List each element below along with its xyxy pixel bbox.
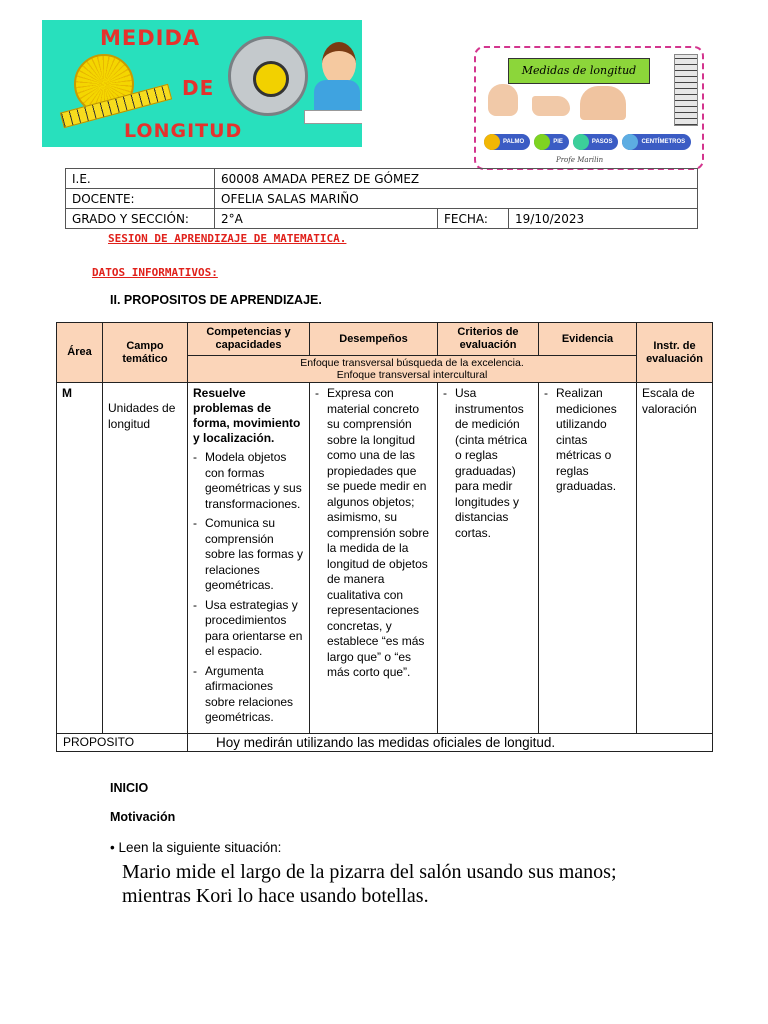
campo-cell: Unidades de longitud: [103, 383, 188, 734]
info-row-ie: [66, 169, 698, 189]
tape-measure-icon: [228, 36, 308, 116]
learning-purposes-table: [56, 322, 713, 752]
bullet-dot-icon: •: [110, 840, 119, 855]
evidencia-list: [544, 386, 631, 495]
info-row-grado: [66, 209, 698, 229]
list-item: - Usa instrumentos de medición (cinta métrica o reglas graduadas) para medir longitudes y distancias cortas.: [455, 386, 533, 541]
criterio-cell: [438, 383, 539, 734]
propositos-heading: II. PROPOSITOS DE APRENDIZAJE.: [110, 293, 322, 307]
chip-dot: [573, 134, 589, 150]
evidencia-cell: [539, 383, 637, 734]
info-table: [65, 168, 698, 229]
grado-label: GRADO Y SECCIÓN:: [66, 209, 215, 229]
chip-dot: [484, 134, 500, 150]
capacidades-list: [193, 450, 304, 726]
desempeno-cell: [310, 383, 438, 734]
story-text: [122, 860, 617, 908]
chip-pie: [534, 134, 569, 150]
table-row: [57, 383, 713, 734]
title-banner: [42, 20, 362, 147]
chip-pasos: [573, 134, 619, 150]
datos-heading: DATOS INFORMATIVOS:: [92, 266, 218, 279]
area-cell: M: [57, 383, 103, 734]
chip-dot: [622, 134, 638, 150]
grado-value: 2°A: [215, 209, 438, 229]
list-item: - Modela objetos con formas geométricas y sus transformaciones.: [205, 450, 304, 512]
chip-label: PIE: [553, 139, 563, 145]
ie-label: I.E.: [66, 169, 215, 189]
enfoque-excelencia: Enfoque transversal búsqueda de la excelencia.: [300, 357, 524, 369]
enfoque-intercultural: Enfoque transversal intercultural: [336, 369, 488, 381]
banner-word-de: DE: [182, 76, 215, 100]
instrumento-cell: Escala de valoración: [637, 383, 713, 734]
chip-label: PASOS: [591, 139, 613, 145]
fecha-label: FECHA:: [438, 209, 509, 229]
banner-credit: Profe Marilin: [556, 156, 604, 164]
story-line: mientras Kori lo hace usando botellas.: [122, 885, 429, 907]
criterio-list: [443, 386, 533, 541]
banner-word-longitud: LONGITUD: [124, 120, 243, 142]
header-evidencia: Evidencia: [539, 323, 637, 356]
chip-centimetros: [622, 134, 691, 150]
session-title: SESION DE APRENDIZAJE DE MATEMATICA.: [108, 232, 347, 245]
header-desempenos: Desempeños: [310, 323, 438, 356]
header-competencias: Competencias y capacidades: [188, 323, 310, 356]
proposito-row: [57, 733, 713, 751]
proposito-label: PROPOSITO: [57, 733, 188, 751]
docente-value: OFELIA SALAS MARIÑO: [215, 189, 698, 209]
child-head-illustration: [322, 42, 356, 85]
chip-palmo: [484, 134, 530, 150]
enfoque-cell: [188, 356, 637, 383]
list-item: - Argumenta afirmaciones sobre relaciones geométricas.: [205, 664, 304, 726]
competencias-cell: [188, 383, 310, 734]
situation-bullet: [110, 840, 281, 855]
chip-dot: [534, 134, 550, 150]
desempeno-list: [315, 386, 432, 681]
situation-text: Leen la siguiente situación:: [118, 840, 282, 855]
header-instrumento: Instr. de evaluación: [637, 323, 713, 383]
inicio-heading: INICIO: [110, 781, 149, 795]
list-item: - Comunica su comprensión sobre las formas y relaciones geométricas.: [205, 516, 304, 594]
list-item: - Usa estrategias y procedimientos para orientarse en el espacio.: [205, 598, 304, 660]
info-row-docente: [66, 189, 698, 209]
chip-label: PALMO: [503, 139, 525, 145]
list-item: - Realizan mediciones utilizando cintas métricas o reglas graduadas.: [556, 386, 631, 495]
motivacion-heading: Motivación: [110, 810, 176, 824]
measures-banner-title: Medidas de longitud: [508, 58, 650, 84]
table-header-row: [57, 323, 713, 356]
legs-icon: [580, 86, 626, 120]
competencia-title: Resuelve problemas de forma, movimiento y localización.: [193, 386, 301, 445]
chip-label: CENTÍMETROS: [641, 139, 686, 145]
hand-icon: [488, 84, 518, 116]
story-line: Mario mide el largo de la pizarra del salón usando sus manos;: [122, 861, 617, 883]
header-criterios: Criterios de evaluación: [438, 323, 539, 356]
foot-icon: [532, 96, 570, 116]
header-area: Área: [57, 323, 103, 383]
measure-chips: [484, 134, 691, 150]
banner-word-medida: MEDIDA: [100, 26, 201, 50]
book-illustration: [304, 110, 362, 124]
docente-label: DOCENTE:: [66, 189, 215, 209]
header-campo: Campo temático: [103, 323, 188, 383]
measures-banner: [474, 46, 704, 170]
fecha-value: 19/10/2023: [509, 209, 698, 229]
ruler-icon: [674, 54, 698, 126]
list-item: - Expresa con material concreto su comprensión sobre la longitud como una de las propiedades que se puede medir en algunos objetos; asimismo, su comprensión sobre la medida de la longitud de objetos de manera cualitativa con representaciones concretas, y establece “es más largo que” o “es más corto que”.: [327, 386, 432, 681]
proposito-text: Hoy medirán utilizando las medidas oficiales de longitud.: [188, 733, 713, 751]
ie-value: 60008 AMADA PEREZ DE GÓMEZ: [215, 169, 698, 189]
